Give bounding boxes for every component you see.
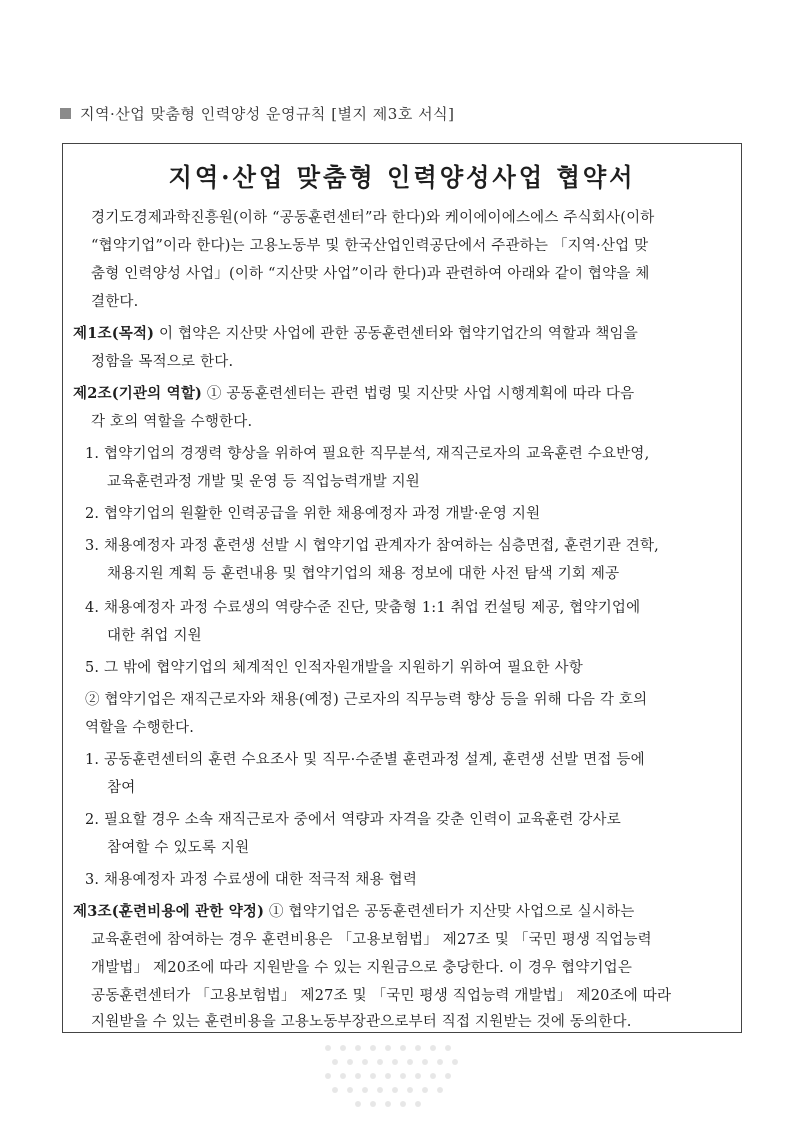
form-header-text: 지역·산업 맞춤형 인력양성 운영규칙 [별지 제3호 서식] — [80, 105, 455, 123]
paragraph-2-line: ② 협약기업은 재직근로자와 채용(예정) 근로자의 직무능력 향상 등을 위해 다음 각 호의 — [85, 692, 648, 708]
list-item-cont: 참여할 수 있도록 지원 — [107, 840, 250, 856]
list-item: 5. 그 밖에 협약기업의 체계적인 인적자원개발을 지원하기 위하여 필요한 사항 — [85, 660, 583, 676]
article-2-heading: 제2조(기관의 역할) — [73, 385, 203, 402]
intro-line: 경기도경제과학진흥원(이하 “공동훈련센터”라 한다)와 케이에이에스에스 주식회사(이하 — [91, 210, 655, 226]
list-item: 1. 공동훈련센터의 훈련 수요조사 및 직무·수준별 훈련과정 설계, 훈련생 선발 면접 등에 — [85, 752, 645, 768]
list-item: 2. 필요할 경우 소속 재직근로자 중에서 역량과 자격을 갖춘 인력이 교육훈련 강사로 — [85, 812, 621, 828]
article-2-text: ① 공동훈련센터는 관련 법령 및 지산맞 사업 시행계획에 따라 다음 — [202, 386, 635, 402]
article-1-line — [73, 322, 638, 343]
list-item: 1. 협약기업의 경쟁력 향상을 위하여 필요한 직무분석, 재직근로자의 교육훈련 수요반영, — [85, 446, 650, 462]
form-header — [60, 103, 454, 124]
square-bullet-icon — [60, 108, 71, 119]
list-item-cont: 채용지원 계획 등 훈련내용 및 협약기업의 채용 정보에 대한 사전 탐색 기회 제공 — [107, 566, 620, 582]
article-2-line — [73, 382, 634, 403]
list-item-cont: 참여 — [107, 780, 136, 796]
intro-line: 춤형 인력양성 사업」(이하 “지산맞 사업”이라 한다)과 관련하여 아래와 같이 협약을 체 — [91, 266, 650, 282]
paragraph-2-line: 역할을 수행한다. — [85, 720, 195, 736]
intro-line: “협약기업”이라 한다)는 고용노동부 및 한국산업인력공단에서 주관하는 「지역·산업 맞 — [91, 238, 649, 254]
list-item-cont: 대한 취업 지원 — [107, 628, 202, 644]
document-title: 지역·산업 맞춤형 인력양성사업 협약서 — [168, 163, 636, 192]
article-3-line — [73, 900, 635, 921]
article-3-text: ① 협약기업은 공동훈련센터가 지산맞 사업으로 실시하는 — [264, 904, 635, 920]
list-item-cont: 교육훈련과정 개발 및 운영 등 직업능력개발 지원 — [107, 474, 420, 490]
watermark-dots — [318, 1040, 468, 1110]
article-3-line: 공동훈련센터가 「고용보험법」 제27조 및 「국민 평생 직업능력 개발법」 제20조에 따라 — [91, 988, 672, 1004]
article-1-heading: 제1조(목적) — [73, 325, 155, 342]
agreement-box — [62, 143, 742, 1033]
list-item: 3. 채용예정자 과정 훈련생 선발 시 협약기업 관계자가 참여하는 심층면접, 훈련기관 견학, — [85, 538, 659, 554]
article-1-text: 이 협약은 지산맞 사업에 관한 공동훈련센터와 협약기업간의 역할과 책임을 — [154, 326, 638, 342]
article-3-line: 지원받을 수 있는 훈련비용을 고용노동부장관으로부터 직접 지원받는 것에 동의한다. — [91, 1014, 632, 1030]
article-1-line: 정함을 목적으로 한다. — [91, 354, 234, 370]
article-2-line: 각 호의 역할을 수행한다. — [91, 414, 253, 430]
article-3-line: 개발법」 제20조에 따라 지원받을 수 있는 지원금으로 충당한다. 이 경우 협약기업은 — [91, 960, 633, 976]
article-3-heading: 제3조(훈련비용에 관한 약정) — [73, 903, 265, 920]
intro-line: 결한다. — [91, 294, 139, 310]
list-item: 3. 채용예정자 과정 수료생에 대한 적극적 채용 협력 — [85, 872, 418, 888]
article-3-line: 교육훈련에 참여하는 경우 훈련비용은 「고용보험법」 제27조 및 「국민 평생 직업능력 — [91, 932, 652, 948]
list-item: 2. 협약기업의 원활한 인력공급을 위한 채용예정자 과정 개발·운영 지원 — [85, 506, 541, 522]
list-item: 4. 채용예정자 과정 수료생의 역량수준 진단, 맞춤형 1:1 취업 컨설팅 제공, 협약기업에 — [85, 600, 641, 616]
